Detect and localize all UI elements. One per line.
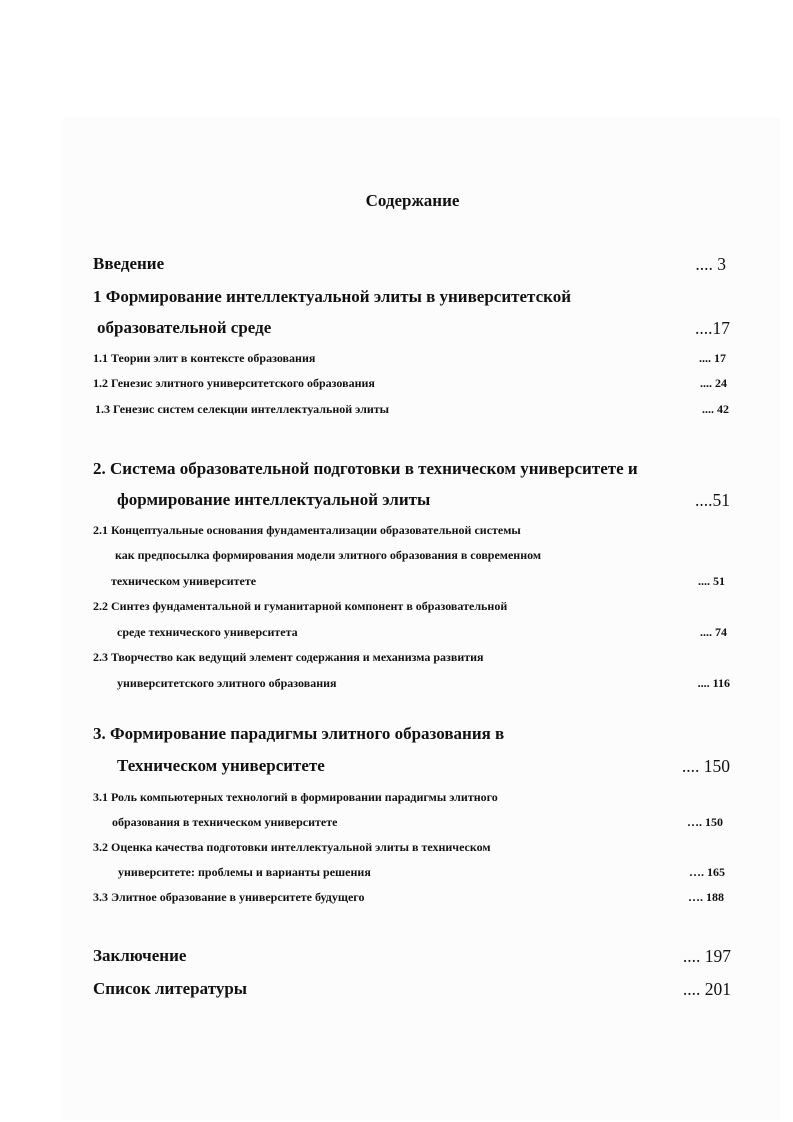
toc-entry-text: 1 Формирование интеллектуальной элиты в университетской — [93, 287, 571, 306]
toc-entry-page: .... 42 — [702, 402, 729, 416]
toc-entry-page: …. 150 — [687, 815, 723, 829]
toc-entry-text: 3.1 Роль компьютерных технологий в формировании парадигмы элитного — [93, 790, 498, 804]
toc-entry-text: Техническом университете — [117, 756, 325, 775]
page-title: Содержание — [365, 191, 460, 210]
toc-entry-text: Список литературы — [93, 979, 248, 998]
toc-entry-page: ....51 — [695, 490, 730, 510]
toc-entry-text: 2.3 Творчество как ведущий элемент содержания и механизма развития — [93, 650, 484, 664]
toc-entry-text: техническом университете — [111, 574, 257, 588]
toc-entry-text: 1.1 Теории элит в контексте образования — [93, 351, 316, 365]
toc-entry-page: .... 150 — [681, 756, 730, 776]
toc-entry-text: 2.1 Концептуальные основания фундаментализации образовательной системы — [93, 523, 521, 537]
toc-entry-page: .... 24 — [700, 376, 727, 390]
toc-entry-text: 2.2 Синтез фундаментальной и гуманитарной компонент в образовательной — [93, 599, 508, 613]
toc-entry-text: университетского элитного образования — [117, 676, 337, 690]
toc-entry-text: образования в техническом университете — [112, 815, 338, 829]
toc-entry-text: как предпосылка формирования модели элитного образования в современном — [115, 548, 542, 562]
toc-entry-text: 1.2 Генезис элитного университетского образования — [93, 376, 375, 390]
toc-entry-text: среде технического университета — [117, 625, 298, 639]
toc-entry-page: .... 201 — [682, 979, 731, 999]
toc-entry-page: .... 74 — [700, 625, 727, 639]
toc-entry-page: .... 51 — [698, 574, 725, 588]
toc-entry-page: …. 188 — [688, 890, 724, 904]
toc-entry-text: образовательной среде — [97, 318, 272, 337]
toc-entry-page: ....17 — [695, 318, 730, 338]
toc-entry-text: Введение — [93, 254, 165, 273]
toc-entry-text: 3.3 Элитное образование в университете будущего — [93, 890, 365, 904]
toc-entry-text: 3. Формирование парадигмы элитного образования в — [93, 724, 505, 743]
toc-entry-text: 1.3 Генезис систем селекции интеллектуальной элиты — [95, 402, 390, 416]
toc-entry-page: .... 116 — [697, 676, 730, 690]
toc-entry-text: 3.2 Оценка качества подготовки интеллектуальной элиты в техническом — [93, 840, 491, 854]
toc-entry-text: университете: проблемы и варианты решения — [118, 865, 371, 879]
toc-entry-page: .... 3 — [695, 254, 726, 274]
toc-entry-page: .... 17 — [699, 351, 726, 365]
toc-entry-page: .... 197 — [682, 946, 731, 966]
toc-entry-page: …. 165 — [689, 865, 725, 879]
page-sheet — [62, 118, 780, 1120]
toc-entry-text: Заключение — [93, 946, 187, 965]
toc-entry-text: 2. Система образовательной подготовки в техническом университете и — [93, 459, 638, 478]
toc-entry-text: формирование интеллектуальной элиты — [117, 490, 431, 509]
